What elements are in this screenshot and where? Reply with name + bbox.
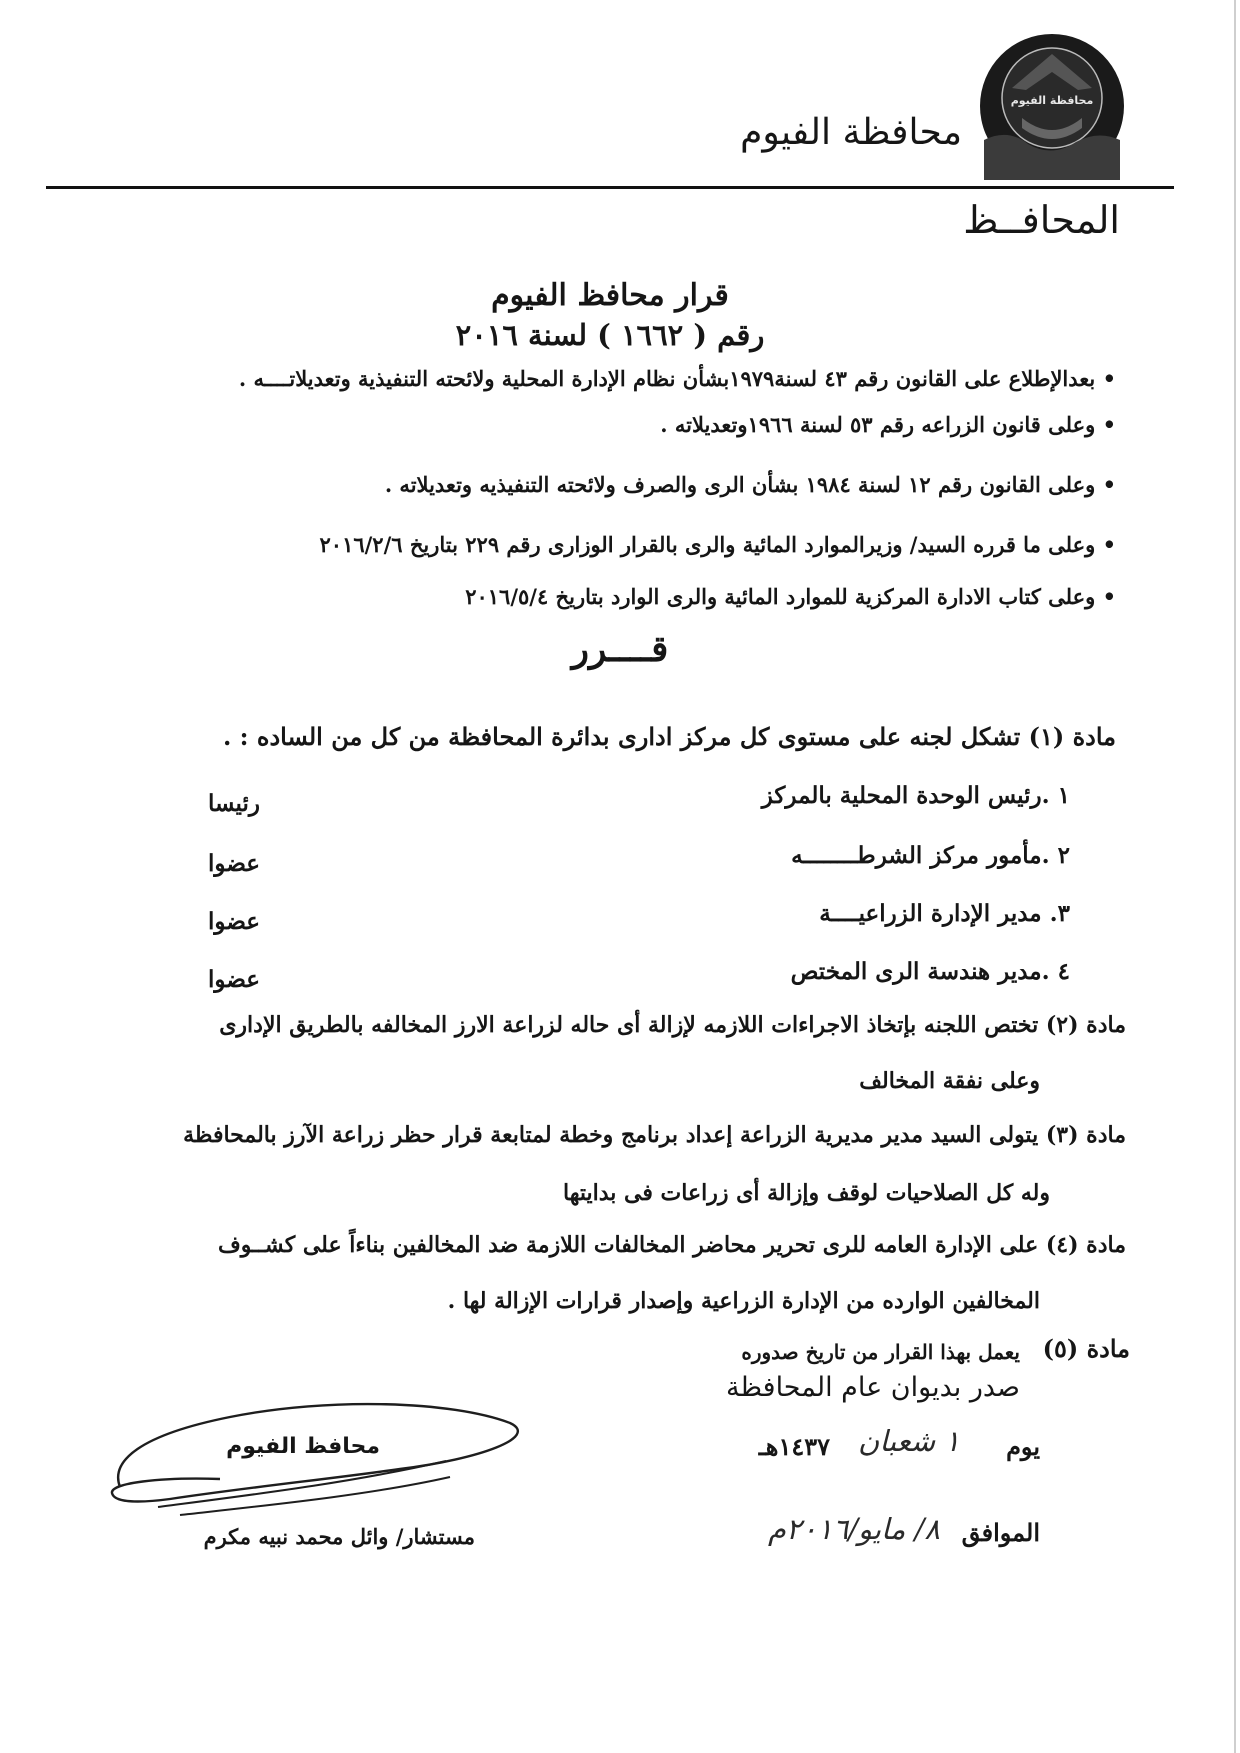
decided-heading: قــــرر — [571, 628, 669, 670]
scan-edge — [1234, 0, 1236, 1753]
article-3-continued: وله كل الصلاحيات لوقف وإزالة أى زراعات فى بدايتها — [562, 1180, 1050, 1206]
article-4-continued: المخالفين الوارده من الإدارة الزراعية وإصدار قرارات الإزالة لها . — [447, 1288, 1040, 1314]
preamble-item: • وعلى ما قرره السيد/ وزيرالموارد المائية والرى بالقرار الوزارى رقم ٢٢٩ بتاريخ ٢٠١٦/٢/٦ — [319, 532, 1116, 557]
article-3: مادة (٣) يتولى السيد مدير مديرية الزراعة إعداد برنامج وخطة لمتابعة قرار حظر زراعة الآرز بالمحافظة — [183, 1122, 1126, 1148]
office-title: المحافــظ — [963, 198, 1120, 242]
issued-statement: صدر بديوان عام المحافظة — [726, 1372, 1020, 1403]
article-5-label: مادة (٥) — [1042, 1334, 1130, 1363]
hijri-day-handwritten: ١ شعبان — [858, 1424, 960, 1458]
preamble-item: • وعلى قانون الزراعه رقم ٥٣ لسنة ١٩٦٦وتعديلاته . — [660, 412, 1116, 437]
governorate-seal-icon — [978, 32, 1126, 180]
committee-member: ١ .رئيس الوحدة المحلية بالمركز — [761, 782, 1070, 809]
decree-number: رقم ( ١٦٦٢ ) لسنة ٢٠١٦ — [455, 318, 765, 352]
signatory-name: مستشار/ وائل محمد نبيه مكرم — [203, 1524, 475, 1549]
article-1: مادة (١) تشكل لجنه على مستوى كل مركز ادارى بدائرة المحافظة من كل من الساده : . — [222, 722, 1116, 751]
seal-inscription: محافظة الفيوم — [1010, 94, 1094, 107]
gregorian-date-handwritten: ٨/ مايو/٢٠١٦م — [767, 1512, 940, 1546]
article-2: مادة (٢) تختص اللجنه بإتخاذ الاجراءات اللازمه لإزالة أى حاله لزراعة الارز المخالفه بالطريق الإدارى — [219, 1012, 1126, 1038]
preamble-item: • بعدالإطلاع على القانون رقم ٤٣ لسنة١٩٧٩بشأن نظام الإدارة المحلية ولائحته التنفيذية وتعديلاتــــه . — [238, 366, 1116, 391]
signatory-title: محافظ الفيوم — [226, 1434, 380, 1459]
committee-member: ٤ .مدير هندسة الرى المختص — [790, 958, 1070, 985]
member-status: عضوا — [208, 966, 260, 993]
article-4: مادة (٤) على الإدارة العامه للرى تحرير محاضر المخالفات اللازمة ضد المخالفين بناءاً على كشــوف — [218, 1232, 1126, 1258]
member-status: رئيسا — [208, 790, 260, 817]
preamble-item: • وعلى كتاب الادارة المركزية للموارد المائية والرى الوارد بتاريخ ٢٠١٦/٥/٤ — [465, 584, 1116, 609]
authority-name: محافظة الفيوم — [740, 112, 962, 153]
preamble-item: • وعلى القانون رقم ١٢ لسنة ١٩٨٤ بشأن الرى والصرف ولائحته التنفيذيه وتعديلاته . — [384, 472, 1116, 497]
signature-scribble-icon — [100, 1395, 530, 1535]
gregorian-prefix: الموافق — [961, 1518, 1040, 1547]
article-2-continued: وعلى نفقة المخالف — [859, 1068, 1040, 1094]
member-status: عضوا — [208, 850, 260, 877]
committee-member: ٣. مدير الإدارة الزراعيــــة — [819, 900, 1070, 927]
committee-member: ٢ .مأمور مركز الشرطــــــــه — [791, 842, 1070, 869]
hijri-year: ١٤٣٧هـ — [758, 1432, 830, 1461]
article-5-text: يعمل بهذا القرار من تاريخ صدوره — [741, 1340, 1020, 1364]
hijri-prefix: يوم — [1006, 1432, 1040, 1461]
header-divider — [46, 186, 1174, 189]
member-status: عضوا — [208, 908, 260, 935]
decree-title: قرار محافظ الفيوم — [491, 278, 729, 313]
